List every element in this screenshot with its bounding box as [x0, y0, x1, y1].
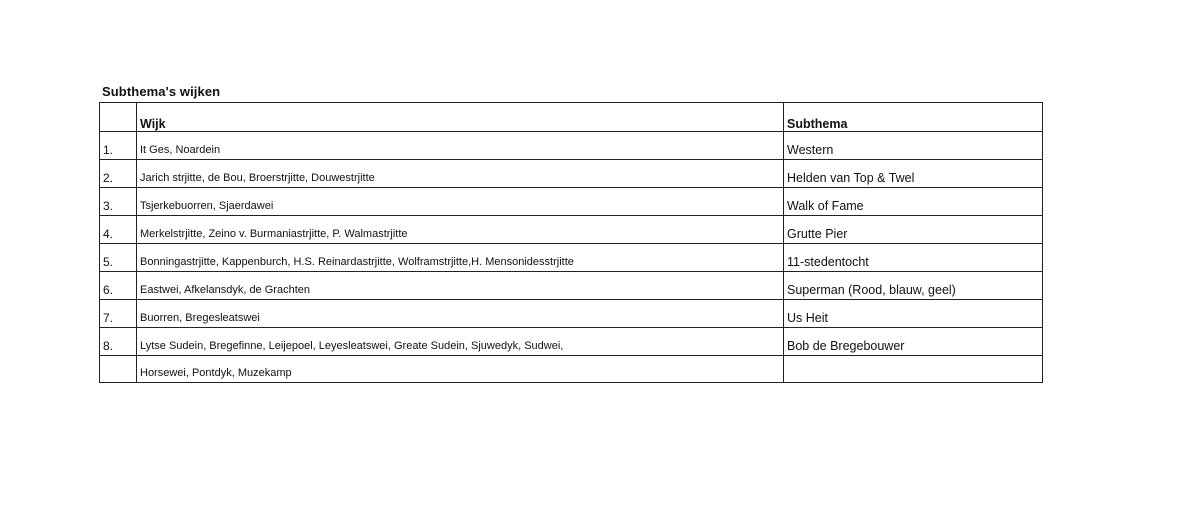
table-row: [100, 244, 1043, 272]
table-header-row: [100, 103, 1043, 132]
header-wijk: Wijk: [137, 103, 784, 132]
row-num: 6.: [100, 272, 137, 300]
table-row: [100, 216, 1043, 244]
row-num: 7.: [100, 300, 137, 328]
row-subthema: [784, 356, 1043, 383]
row-subthema: Walk of Fame: [784, 188, 1043, 216]
table-row: [100, 328, 1043, 356]
table-row: [100, 160, 1043, 188]
row-num: 2.: [100, 160, 137, 188]
row-num: 3.: [100, 188, 137, 216]
table-row: [100, 188, 1043, 216]
row-subthema: Grutte Pier: [784, 216, 1043, 244]
row-subthema: 11-stedentocht: [784, 244, 1043, 272]
row-wijk: Lytse Sudein, Bregefinne, Leijepoel, Leyesleatswei, Greate Sudein, Sjuwedyk, Sudwei,: [137, 328, 784, 356]
row-wijk: Merkelstrjitte, Zeino v. Burmaniastrjitte, P. Walmastrjitte: [137, 216, 784, 244]
row-num: 1.: [100, 132, 137, 160]
header-subthema: Subthema: [784, 103, 1043, 132]
table-row: [100, 132, 1043, 160]
row-num: [100, 356, 137, 383]
document-title: Subthema's wijken: [102, 84, 221, 99]
row-num: 4.: [100, 216, 137, 244]
table-row: [100, 356, 1043, 383]
row-wijk: Buorren, Bregesleatswei: [137, 300, 784, 328]
row-subthema: Western: [784, 132, 1043, 160]
row-wijk: Bonningastrjitte, Kappenburch, H.S. Reinardastrjitte, Wolframstrjitte,H. Mensonidesstrjitte: [137, 244, 784, 272]
row-wijk: Jarich strjitte, de Bou, Broerstrjitte, Douwestrjitte: [137, 160, 784, 188]
row-subthema: Helden van Top & Twel: [784, 160, 1043, 188]
row-num: 8.: [100, 328, 137, 356]
row-subthema: Superman (Rood, blauw, geel): [784, 272, 1043, 300]
row-wijk: Tsjerkebuorren, Sjaerdawei: [137, 188, 784, 216]
row-wijk: It Ges, Noardein: [137, 132, 784, 160]
table-row: [100, 272, 1043, 300]
wijk-subthema-table: [99, 102, 1043, 383]
row-num: 5.: [100, 244, 137, 272]
row-subthema: Bob de Bregebouwer: [784, 328, 1043, 356]
row-wijk: Eastwei, Afkelansdyk, de Grachten: [137, 272, 784, 300]
table-row: [100, 300, 1043, 328]
header-num: [100, 103, 137, 132]
row-wijk: Horsewei, Pontdyk, Muzekamp: [137, 356, 784, 383]
row-subthema: Us Heit: [784, 300, 1043, 328]
